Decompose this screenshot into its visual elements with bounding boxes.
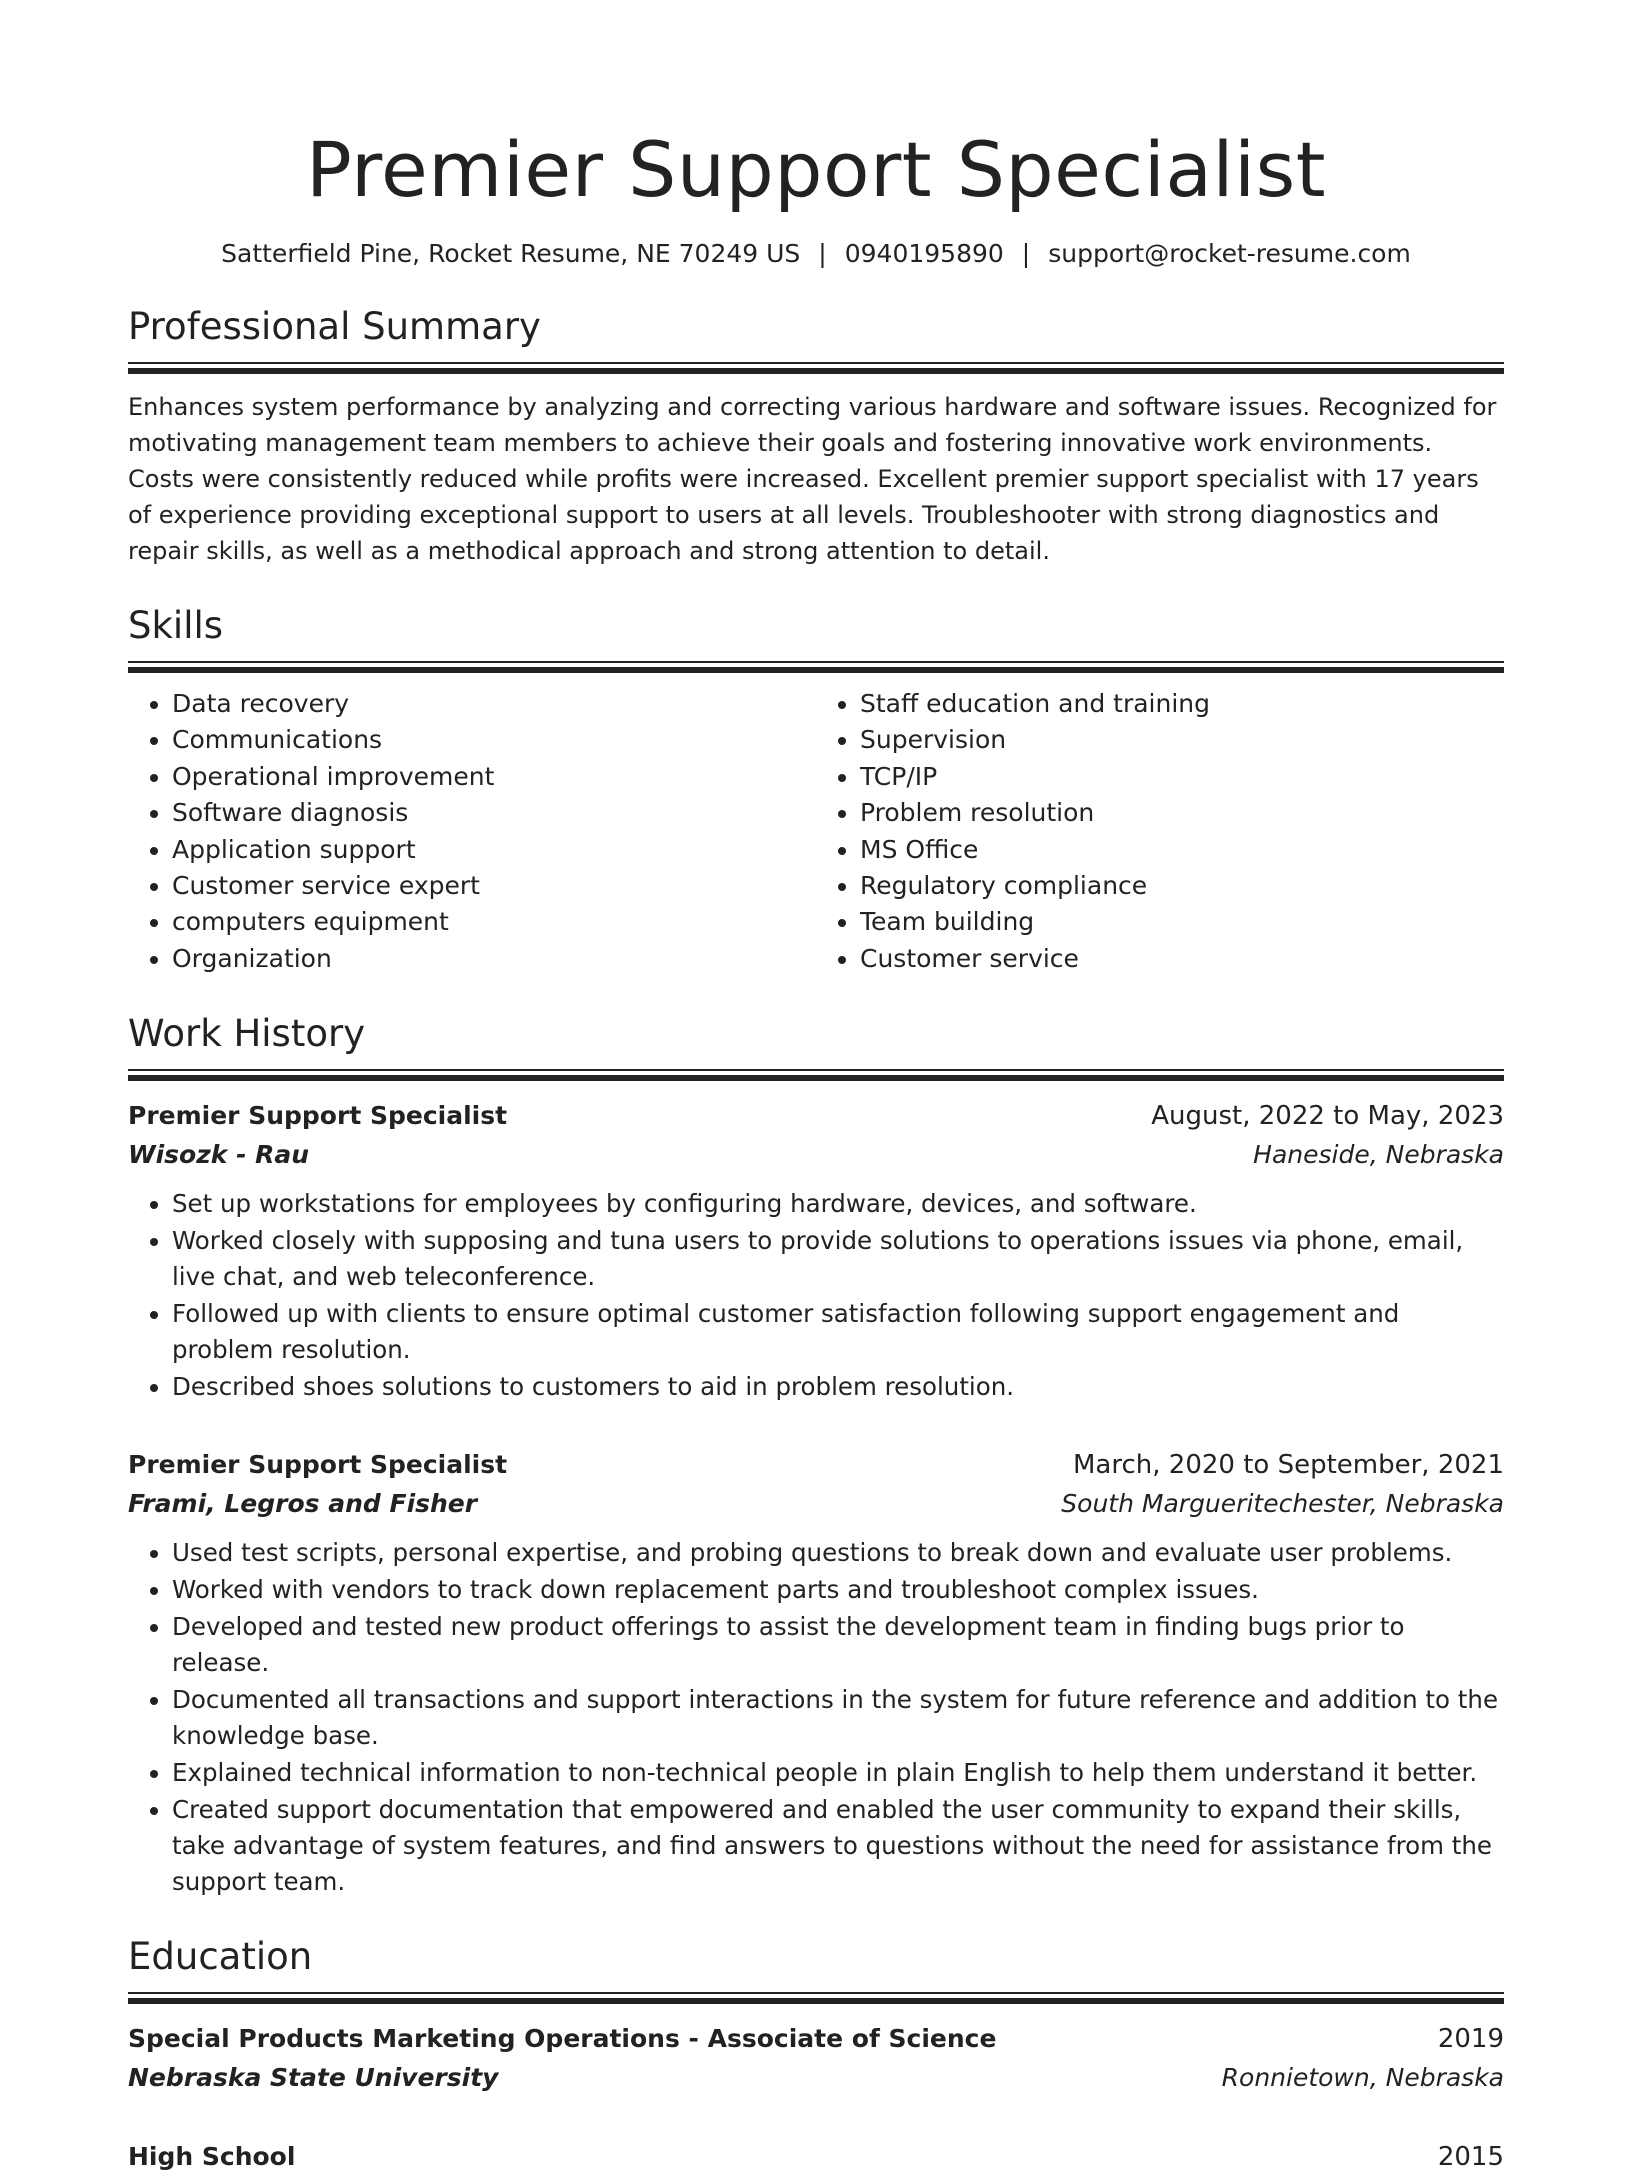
skill-item: • MS Office	[860, 832, 1504, 868]
skill-item: • Operational improvement	[172, 759, 816, 795]
resume-page	[128, 0, 1504, 2177]
skill-item: • Data recovery	[172, 686, 816, 722]
education-entry	[128, 2019, 1504, 2097]
skills-section	[128, 603, 1504, 977]
skill-item: • Regulatory compliance	[860, 868, 1504, 904]
skill-item: • Application support	[172, 832, 816, 868]
section-title: Professional Summary	[128, 305, 541, 348]
skill-item: • Organization	[172, 941, 816, 977]
skills-list-left	[128, 686, 816, 977]
resume-name: Premier Support Specialist	[305, 125, 1327, 214]
education-degree: High School	[128, 2142, 296, 2172]
contact-address: Satterfield Pine, Rocket Resume, NE 70249 US	[221, 239, 801, 268]
duty-item: • Documented all transactions and support interactions in the system for future reference and addition to the knowledge base.	[172, 1682, 1504, 1754]
section-title: Education	[128, 1935, 313, 1979]
section-divider	[128, 1992, 1504, 2005]
contact-email: support@rocket-resume.com	[1048, 239, 1411, 268]
contact-phone: 0940195890	[844, 239, 1004, 268]
work-history-section	[128, 1011, 1504, 1900]
education-location: Ronnietown, Nebraska	[1221, 2063, 1504, 2093]
skill-item: • Software diagnosis	[172, 795, 816, 831]
section-divider	[128, 661, 1504, 674]
skills-columns	[128, 686, 1504, 977]
education-entry	[128, 2137, 1504, 2177]
duty-item: • Worked closely with supposing and tuna users to provide solutions to operations issues via phone, email, live chat, and web teleconference.	[172, 1223, 1504, 1295]
skill-item: • TCP/IP	[860, 759, 1504, 795]
job-entry	[128, 1096, 1504, 1405]
job-dates: March, 2020 to September, 2021	[1073, 1450, 1504, 1481]
job-location: South Margueritechester, Nebraska	[1061, 1489, 1504, 1519]
duty-item: • Worked with vendors to track down replacement parts and troubleshoot complex issues.	[172, 1572, 1504, 1608]
summary-text: Enhances system performance by analyzing and correcting various hardware and software issues. Recognized for motivating management team members to achieve their goals and fostering innovative work environments. Costs were consistently reduced while profits were increased. Excellent premier support specialist with 17 years of experience providing exceptional support to users at all levels. Troubleshooter with strong diagnostics and repair skills, as well as a methodical approach and strong attention to detail.	[128, 393, 1497, 565]
section-divider	[128, 362, 1504, 375]
skill-item: • Problem resolution	[860, 795, 1504, 831]
contact-line	[128, 238, 1504, 270]
job-dates: August, 2022 to May, 2023	[1151, 1101, 1504, 1132]
contact-separator: |	[1021, 239, 1031, 268]
job-duties	[128, 1535, 1504, 1900]
education-year: 2019	[1437, 2024, 1504, 2055]
skill-item: • Team building	[860, 904, 1504, 940]
skill-item: • Customer service	[860, 941, 1504, 977]
skill-item: • Customer service expert	[172, 868, 816, 904]
skill-item: • Staff education and training	[860, 686, 1504, 722]
job-company: Wisozk - Rau	[128, 1140, 310, 1170]
job-title: Premier Support Specialist	[128, 1101, 508, 1131]
education-year: 2015	[1437, 2142, 1504, 2173]
section-title: Work History	[128, 1012, 366, 1056]
skill-item: • Communications	[172, 722, 816, 758]
education-school: Nebraska State University	[128, 2063, 499, 2093]
education-degree: Special Products Marketing Operations - Associate of Science	[128, 2024, 997, 2054]
summary-section	[128, 304, 1504, 569]
skill-item: • Supervision	[860, 722, 1504, 758]
duty-item: • Created support documentation that empowered and enabled the user community to expand their skills, take advantage of system features, and find answers to questions without the need for assistance from the support team.	[172, 1792, 1504, 1900]
job-location: Haneside, Nebraska	[1253, 1140, 1504, 1170]
duty-item: • Followed up with clients to ensure optimal customer satisfaction following support engagement and problem resolution.	[172, 1296, 1504, 1368]
section-divider	[128, 1069, 1504, 1082]
contact-separator: |	[818, 239, 827, 268]
education-section	[128, 1934, 1504, 2177]
duty-item: • Used test scripts, personal expertise, and probing questions to break down and evaluate user problems.	[172, 1535, 1504, 1571]
job-title: Premier Support Specialist	[128, 1450, 508, 1480]
job-entry	[128, 1445, 1504, 1900]
job-duties	[128, 1186, 1504, 1405]
duty-item: • Developed and tested new product offerings to assist the development team in finding bugs prior to release.	[172, 1609, 1504, 1681]
job-company: Frami, Legros and Fisher	[128, 1489, 478, 1519]
section-title: Skills	[128, 604, 224, 647]
duty-item: • Described shoes solutions to customers to aid in problem resolution.	[172, 1369, 1504, 1405]
skill-item: • computers equipment	[172, 904, 816, 940]
duty-item: • Explained technical information to non-technical people in plain English to help them understand it better.	[172, 1755, 1504, 1791]
duty-item: • Set up workstations for employees by configuring hardware, devices, and software.	[172, 1186, 1504, 1222]
skills-list-right	[816, 686, 1504, 977]
